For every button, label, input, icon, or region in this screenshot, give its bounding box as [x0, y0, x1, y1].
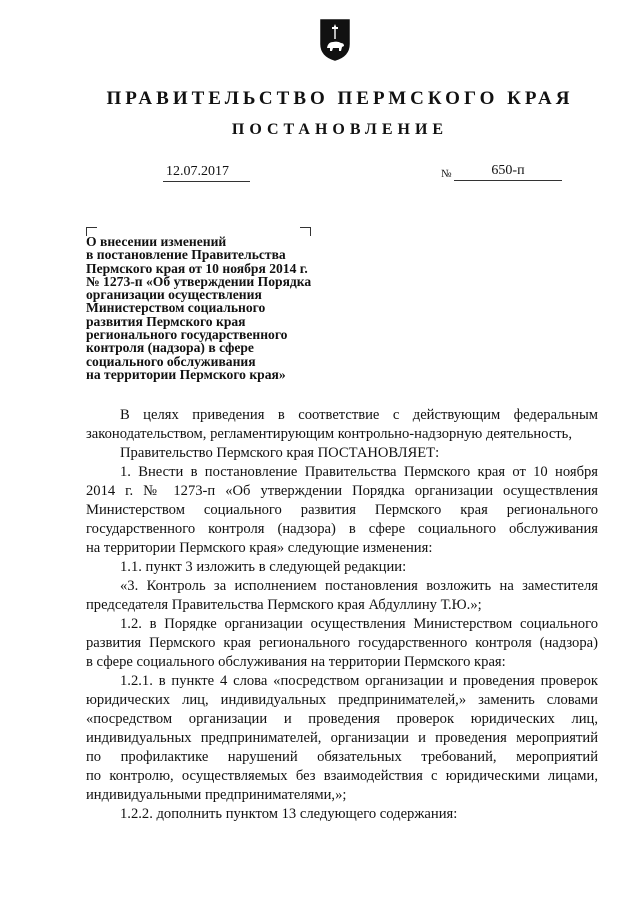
subject-line: организации осуществления: [86, 287, 262, 303]
coat-of-arms-icon: [319, 18, 351, 62]
document-date: 12.07.2017: [163, 164, 250, 182]
body-line: 2014 г. № 1273-п «Об утверждении Порядка организации осуществления: [86, 483, 598, 499]
body-line: в сфере социального обслуживания на территории Пермского края:: [86, 654, 506, 670]
number-sign: №: [441, 168, 452, 180]
body-line: по контролю, осуществляемых без взаимодействия с юридическими лицами,: [86, 768, 598, 784]
body-line: председателя Правительства Пермского края Абдуллину Т.Ю.»;: [86, 597, 482, 613]
body-line: 1.2. в Порядке организации осуществления Министерством социального: [120, 616, 598, 632]
body-line: 1. Внести в постановление Правительства Пермского края от 10 ноября: [120, 464, 598, 480]
body-line: юридических лиц, индивидуальных предпринимателей,» заменить словами: [86, 692, 598, 708]
body-line: 1.1. пункт 3 изложить в следующей редакции:: [120, 559, 407, 575]
body-line: «посредством организации и проведения проверок юридических лиц,: [86, 711, 598, 727]
subject-line: № 1273-п «Об утверждении Порядка: [86, 273, 312, 289]
body-line: Министерством социального развития Пермского края регионального: [86, 502, 598, 518]
document-body: [86, 406, 598, 824]
body-line: государственного контроля (надзора) в сфере социального обслуживания: [86, 521, 598, 537]
document-number: 650-п: [454, 163, 562, 181]
body-line: 1.2.1. в пункте 4 слова «посредством организации и проведения проверок: [120, 673, 598, 689]
body-line: В целях приведения в соответствие с действующим федеральным: [120, 407, 598, 423]
subject-line: регионального государственного: [86, 327, 288, 343]
body-line: на территории Пермского края» следующие изменения:: [86, 540, 433, 556]
body-line: индивидуальными предпринимателями,»;: [86, 787, 347, 803]
body-line: «3. Контроль за исполнением постановления возложить на заместителя: [120, 578, 598, 594]
body-line: развития Пермского края регионального государственного контроля (надзора): [86, 635, 598, 651]
document-type: ПОСТАНОВЛЕНИЕ: [231, 121, 449, 138]
subject-line: контроля (надзора) в сфере: [86, 340, 254, 356]
body-line: по профилактике нарушений обязательных требований, мероприятий: [86, 749, 598, 765]
subject-line: социального обслуживания: [86, 353, 256, 369]
body-line: законодательством, регламентирующим контрольно-надзорную деятельность,: [86, 426, 572, 442]
document-subject: [86, 235, 346, 381]
subject-line: развития Пермского края: [86, 313, 246, 329]
body-line: Правительство Пермского края ПОСТАНОВЛЯЕТ:: [120, 445, 440, 461]
subject-line: О внесении изменений: [86, 234, 227, 249]
government-title: ПРАВИТЕЛЬСТВО ПЕРМСКОГО КРАЯ: [106, 88, 574, 109]
body-line: индивидуальных предпринимателей, организации и проведения мероприятий: [86, 730, 598, 746]
body-line: 1.2.2. дополнить пунктом 13 следующего содержания:: [120, 806, 458, 822]
subject-line: Пермского края от 10 ноября 2014 г.: [86, 260, 308, 276]
subject-line: Министерством социального: [86, 300, 266, 316]
subject-line: на территории Пермского края»: [86, 366, 286, 382]
subject-line: в постановление Правительства: [86, 247, 286, 263]
